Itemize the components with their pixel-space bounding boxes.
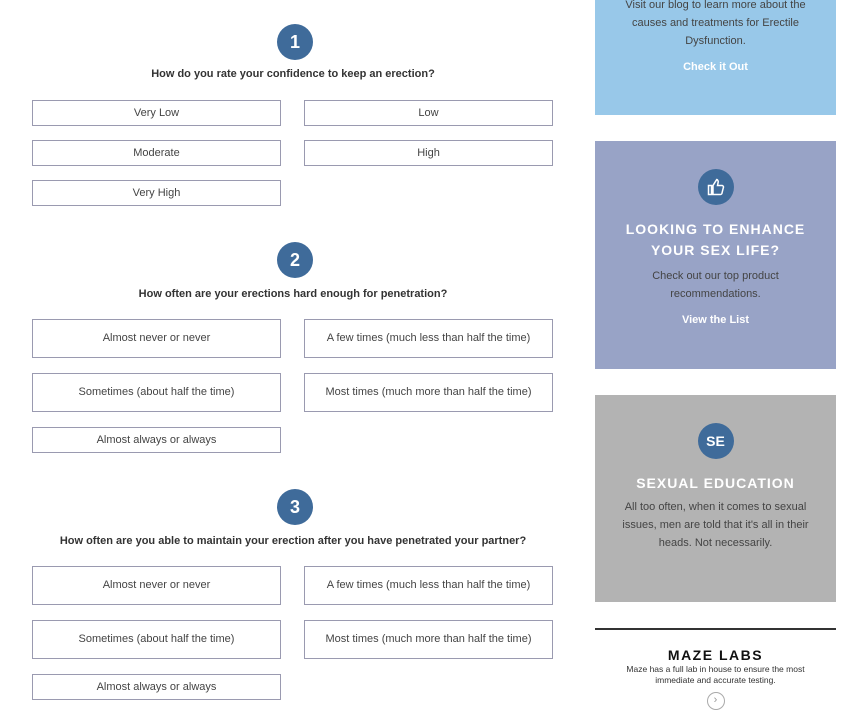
q3-option-1[interactable]: Almost never or never bbox=[32, 566, 281, 605]
q3-option-2[interactable]: A few times (much less than half the time) bbox=[304, 566, 553, 605]
thumbs-up-icon bbox=[698, 169, 734, 205]
q2-option-4[interactable]: Most times (much more than half the time) bbox=[304, 373, 553, 412]
q1-option-high[interactable]: High bbox=[304, 140, 553, 166]
q3-option-4[interactable]: Most times (much more than half the time) bbox=[304, 620, 553, 659]
education-title: SEXUAL EDUCATION bbox=[636, 475, 795, 491]
question-number-1: 1 bbox=[277, 24, 313, 60]
education-card bbox=[595, 395, 836, 602]
q2-option-3[interactable]: Sometimes (about half the time) bbox=[32, 373, 281, 412]
q2-option-5[interactable]: Almost always or always bbox=[32, 427, 281, 453]
divider bbox=[595, 628, 836, 630]
q3-option-5[interactable]: Almost always or always bbox=[32, 674, 281, 700]
question-3-text: How often are you able to maintain your erection after you have penetrated your partner? bbox=[59, 535, 527, 547]
chevron-right-icon[interactable]: › bbox=[707, 692, 725, 710]
question-2-text: How often are your erections hard enough for penetration? bbox=[138, 288, 448, 300]
blog-card bbox=[595, 0, 836, 115]
education-text: All too often, when it comes to sexual issues, men are told that it's all in their heads. Not necessarily. bbox=[622, 501, 809, 549]
q1-option-very-low[interactable]: Very Low bbox=[32, 100, 281, 126]
maze-labs-title: MAZE LABS bbox=[667, 647, 764, 663]
enhance-card bbox=[595, 141, 836, 369]
view-the-list-link[interactable]: View the List bbox=[681, 314, 750, 326]
enhance-title: LOOKING TO ENHANCE YOUR SEX LIFE? bbox=[625, 221, 806, 258]
question-number-2: 2 bbox=[277, 242, 313, 278]
q3-option-3[interactable]: Sometimes (about half the time) bbox=[32, 620, 281, 659]
q1-option-low[interactable]: Low bbox=[304, 100, 553, 126]
q2-option-1[interactable]: Almost never or never bbox=[32, 319, 281, 358]
q1-option-very-high[interactable]: Very High bbox=[32, 180, 281, 206]
se-badge: SE bbox=[698, 423, 734, 459]
question-1-text: How do you rate your confidence to keep an erection? bbox=[151, 68, 435, 80]
q1-option-moderate[interactable]: Moderate bbox=[32, 140, 281, 166]
question-number-3: 3 bbox=[277, 489, 313, 525]
enhance-text: Check out our top product recommendations. bbox=[652, 270, 779, 300]
q2-option-2[interactable]: A few times (much less than half the time) bbox=[304, 319, 553, 358]
maze-labs-section bbox=[595, 646, 836, 710]
maze-labs-text: Maze has a full lab in house to ensure the most immediate and accurate testing. bbox=[626, 664, 805, 685]
check-it-out-link[interactable]: Check it Out bbox=[683, 61, 748, 73]
blog-card-text: Visit our blog to learn more about the causes and treatments for Erectile Dysfunction. bbox=[625, 0, 806, 47]
